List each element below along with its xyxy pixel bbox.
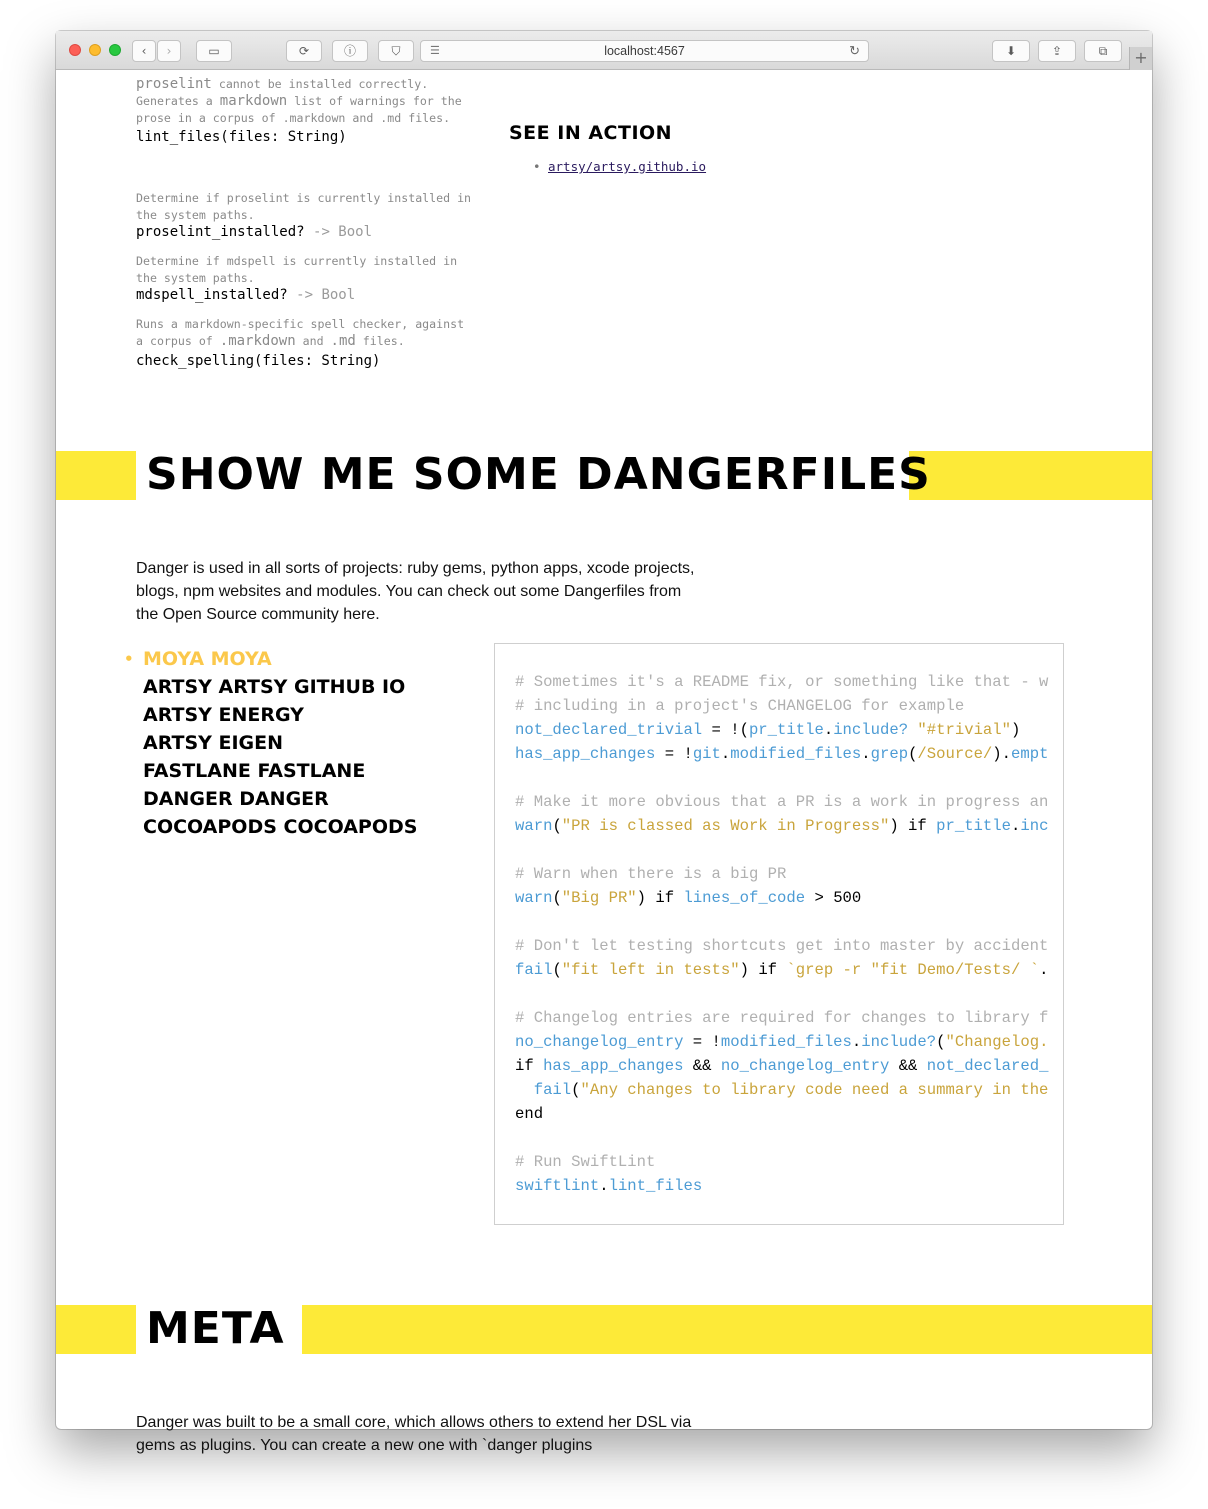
list-item: [548, 159, 706, 174]
project-item-artsy-energy[interactable]: ARTSY ENERGY: [143, 704, 304, 726]
shield-icon: ⛉: [391, 44, 401, 58]
zoom-window-button[interactable]: [109, 44, 121, 56]
browser-toolbar: [56, 31, 1152, 70]
meta-title: META: [136, 1299, 302, 1359]
dangerfile-code-block[interactable]: [494, 643, 1064, 1225]
project-item-cocoapods[interactable]: COCOAPODS COCOAPODS: [143, 816, 418, 838]
doc-item-3-desc: Runs a markdown-specific spell checker, against a corpus of .markdown and .md files.: [136, 317, 465, 349]
back-button[interactable]: [132, 40, 156, 62]
doc-item-1-signature: proselint_installed? -> Bool: [136, 224, 373, 240]
share-icon: ⇪: [1051, 44, 1063, 58]
project-item-fastlane[interactable]: FASTLANE FASTLANE: [143, 760, 366, 782]
chevron-left-icon: ‹: [141, 44, 147, 58]
project-item-danger[interactable]: DANGER DANGER: [143, 788, 329, 810]
close-window-button[interactable]: [69, 44, 81, 56]
dangerfile-project-list: [124, 645, 417, 841]
refresh-extension-icon: ⟳: [298, 44, 310, 58]
address-url: localhost:4567: [604, 44, 685, 58]
browser-window: [56, 31, 1152, 1454]
reload-icon[interactable]: ↻: [849, 43, 860, 58]
meta-intro: Danger was built to be a small core, which allows others to extend her DSL via gems as plugins. You can create a new one with `danger plugins: [136, 1414, 692, 1454]
extension-button-3[interactable]: [378, 40, 414, 62]
doc-item-0-signature: lint_files(files: String): [136, 129, 347, 145]
minimize-window-button[interactable]: [89, 44, 101, 56]
plus-icon: +: [1134, 48, 1148, 67]
doc-proselint-word: proselint: [136, 76, 212, 92]
new-tab-button[interactable]: [1129, 47, 1152, 70]
password-icon: ⓘ: [343, 44, 356, 58]
project-item-artsy-eigen[interactable]: ARTSY EIGEN: [143, 732, 284, 754]
download-icon: ⬇: [1005, 44, 1017, 58]
sidebar-icon: ▭: [208, 44, 220, 58]
doc-item-2-desc: Determine if mdspell is currently installed in the system paths.: [136, 254, 458, 285]
project-item-artsy-github-io[interactable]: ARTSY ARTSY GITHUB IO: [143, 676, 406, 698]
share-button[interactable]: [1038, 40, 1076, 62]
extension-button-1[interactable]: [286, 40, 322, 62]
tabs-icon: ⧉: [1098, 44, 1108, 58]
reader-icon[interactable]: ☰: [430, 45, 440, 57]
doc-item-1-desc: Determine if proselint is currently installed in the system paths.: [136, 191, 472, 222]
dangerfile-code: # Sometimes it's a README fix, or something like that - w # including in a project's CHANGELOG for example not_declared_trivial = !(pr_title.include? "#trivial") has_app_changes = !git.modified_files.grep(/Source/).empt # Make it more obvious that a PR is a work in progress an warn("PR is classed as Work in Progress") if pr_title.inc # Warn when there is a big PR warn("Big PR") if lines_of_code > 500 # Don't let testing shortcuts get into master by accident fail("fit left in tests") if `grep -r "fit Demo/Tests/ `. # Changelog entries are required for changes to library f no_changelog_entry = !modified_files.include?("Changelog. if has_app_changes && no_changelog_entry && not_declared_ fail("Any changes to library code need a summary in the end # Run SwiftLint swiftlint.lint_files: [515, 673, 1049, 1195]
see-in-action-link[interactable]: artsy/artsy.github.io: [548, 159, 707, 174]
extension-button-2[interactable]: [332, 40, 368, 62]
chevron-right-icon: ›: [166, 44, 172, 58]
doc-item-2-signature: mdspell_installed? -> Bool: [136, 287, 356, 303]
forward-button[interactable]: [157, 40, 181, 62]
address-bar[interactable]: [420, 40, 869, 62]
dangerfiles-title: SHOW ME SOME DANGERFILES: [136, 445, 909, 505]
see-in-action-heading: SEE IN ACTION: [509, 122, 673, 144]
tabs-button[interactable]: [1084, 40, 1122, 62]
doc-item-0-desc: proselint cannot be installed correctly. Generates a markdown list of warnings for the prose in a corpus of .markdown and .md files.: [136, 76, 462, 125]
see-in-action-list: [548, 159, 706, 174]
page-content: [56, 70, 1152, 1454]
sidebar-button[interactable]: [196, 40, 232, 62]
doc-item-3-signature: check_spelling(files: String): [136, 353, 381, 369]
dangerfiles-intro: Danger is used in all sorts of projects: ruby gems, python apps, xcode projects, blogs, npm websites and modules. You can check out some Dangerfiles from the Open Source community here.: [136, 560, 695, 623]
downloads-button[interactable]: [992, 40, 1030, 62]
project-item-moya[interactable]: • MOYA MOYA: [124, 645, 417, 673]
